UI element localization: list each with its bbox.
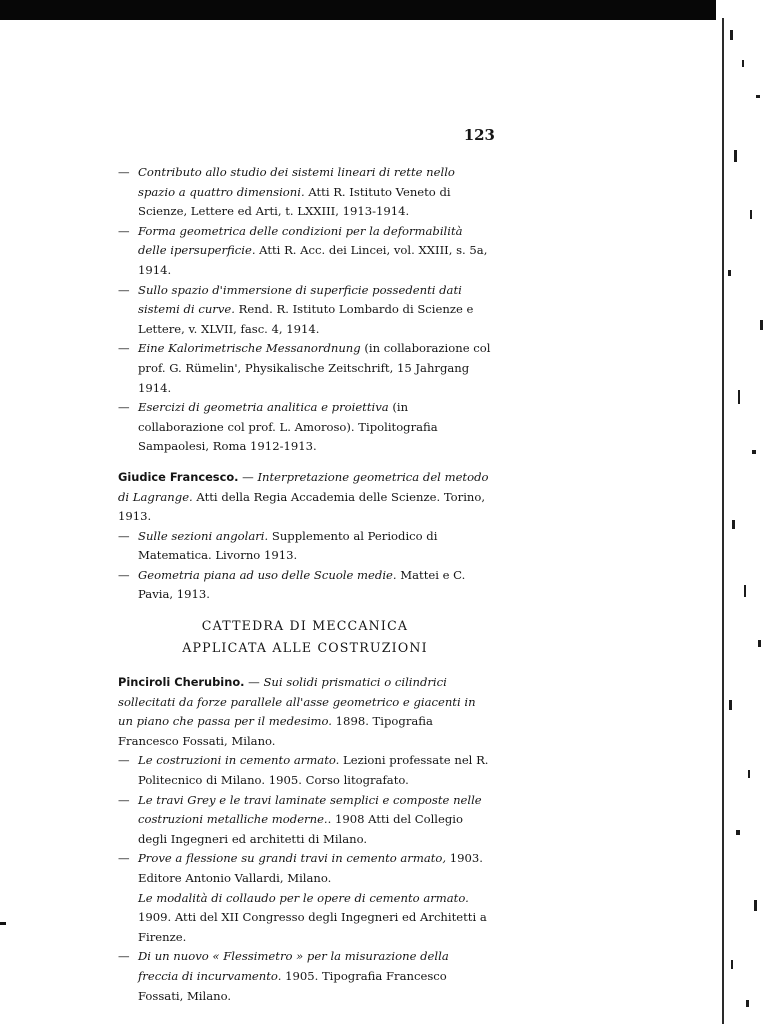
author-block [118,673,492,1006]
author-entry: Pinciroli Cherubino. — Sui solidi prismatici o cilindrici sollecitati da forze parallele all'asse geometrico e giacenti in un piano che passa per il medesimo. 1898. Tipografia Francesco Fossati, Milano. [118,675,476,748]
publication-entry: — Contributo allo studio dei sistemi lineari di rette nello spazio a quattro dimensioni. Atti R. Istituto Veneto di Scienze, Lettere ed Arti, t. LXXIII, 1913-1914. [118,165,455,219]
page-number: 123 [463,126,495,144]
publication-entry: — Di un nuovo « Flessimetro » per la misurazione della freccia di incurvamento. 1905. Tipografia Francesco Fossati, Milano. [118,949,449,1003]
scan-top-edge [0,0,769,20]
publication-entry: — Esercizi di geometria analitica e proiettiva (in collaborazione col prof. L. Amoroso). Tipolitografia Sampaolesi, Roma 1912-1913. [118,400,438,454]
author-block [118,468,492,605]
publication-list [118,163,492,457]
author-name: Pinciroli Cherubino. [118,675,245,690]
scan-margin-mark [0,922,6,925]
publication-entry: — Geometria piana ad uso delle Scuole medie. Mattei e C. Pavia, 1913. [118,567,466,602]
publication-entry: — Le costruzioni in cemento armato. Lezioni professate nel R. Politecnico di Milano. 1905. Corso litografato. [118,753,489,788]
heading-line: CATTEDRA DI MECCANICA [201,618,409,634]
section-heading [118,615,492,659]
book-binding-edge [716,0,769,1024]
publication-entry: — Eine Kalorimetrische Messanordnung (in collaborazione col prof. G. Rümelin', Physikalische Zeitschrift, 15 Jahrgang 1914. [118,341,491,395]
heading-line: APPLICATA ALLE COSTRUZIONI [182,640,428,656]
page-content [118,163,492,1006]
publication-entry: — Sullo spazio d'immersione di superficie possedenti dati sistemi di curve. Rend. R. Istituto Lombardo di Scienze e Lettere, v. XLVII, fasc. 4, 1914. [118,282,474,336]
publication-entry: — Sulle sezioni angolari. Supplemento al Periodico di Matematica. Livorno 1913. [118,528,438,563]
publication-entry: — Forma geometrica delle condizioni per la deformabilità delle ipersuperficie. Atti R. Acc. dei Lincei, vol. XXIII, s. 5a, 1914. [118,223,488,277]
author-entry: Giudice Francesco. — Interpretazione geometrica del metodo di Lagrange. Atti della Regia Accademia delle Scienze. Torino, 1913. [118,469,489,524]
publication-entry: — Prove a flessione su grandi travi in cemento armato, 1903. Editore Antonio Vallardi, Milano. [118,851,483,885]
author-name: Giudice Francesco. [118,469,239,484]
publication-entry: — Le travi Grey e le travi laminate semplici e composte nelle costruzioni metalliche moderne.. 1908 Atti del Collegio degli Ingegneri ed architetti di Milano. [118,792,482,846]
publication-entry: Le modalità di collaudo per le opere di cemento armato. 1909. Atti del XII Congresso degli Ingegneri ed Architetti a Firenze. [138,890,487,944]
